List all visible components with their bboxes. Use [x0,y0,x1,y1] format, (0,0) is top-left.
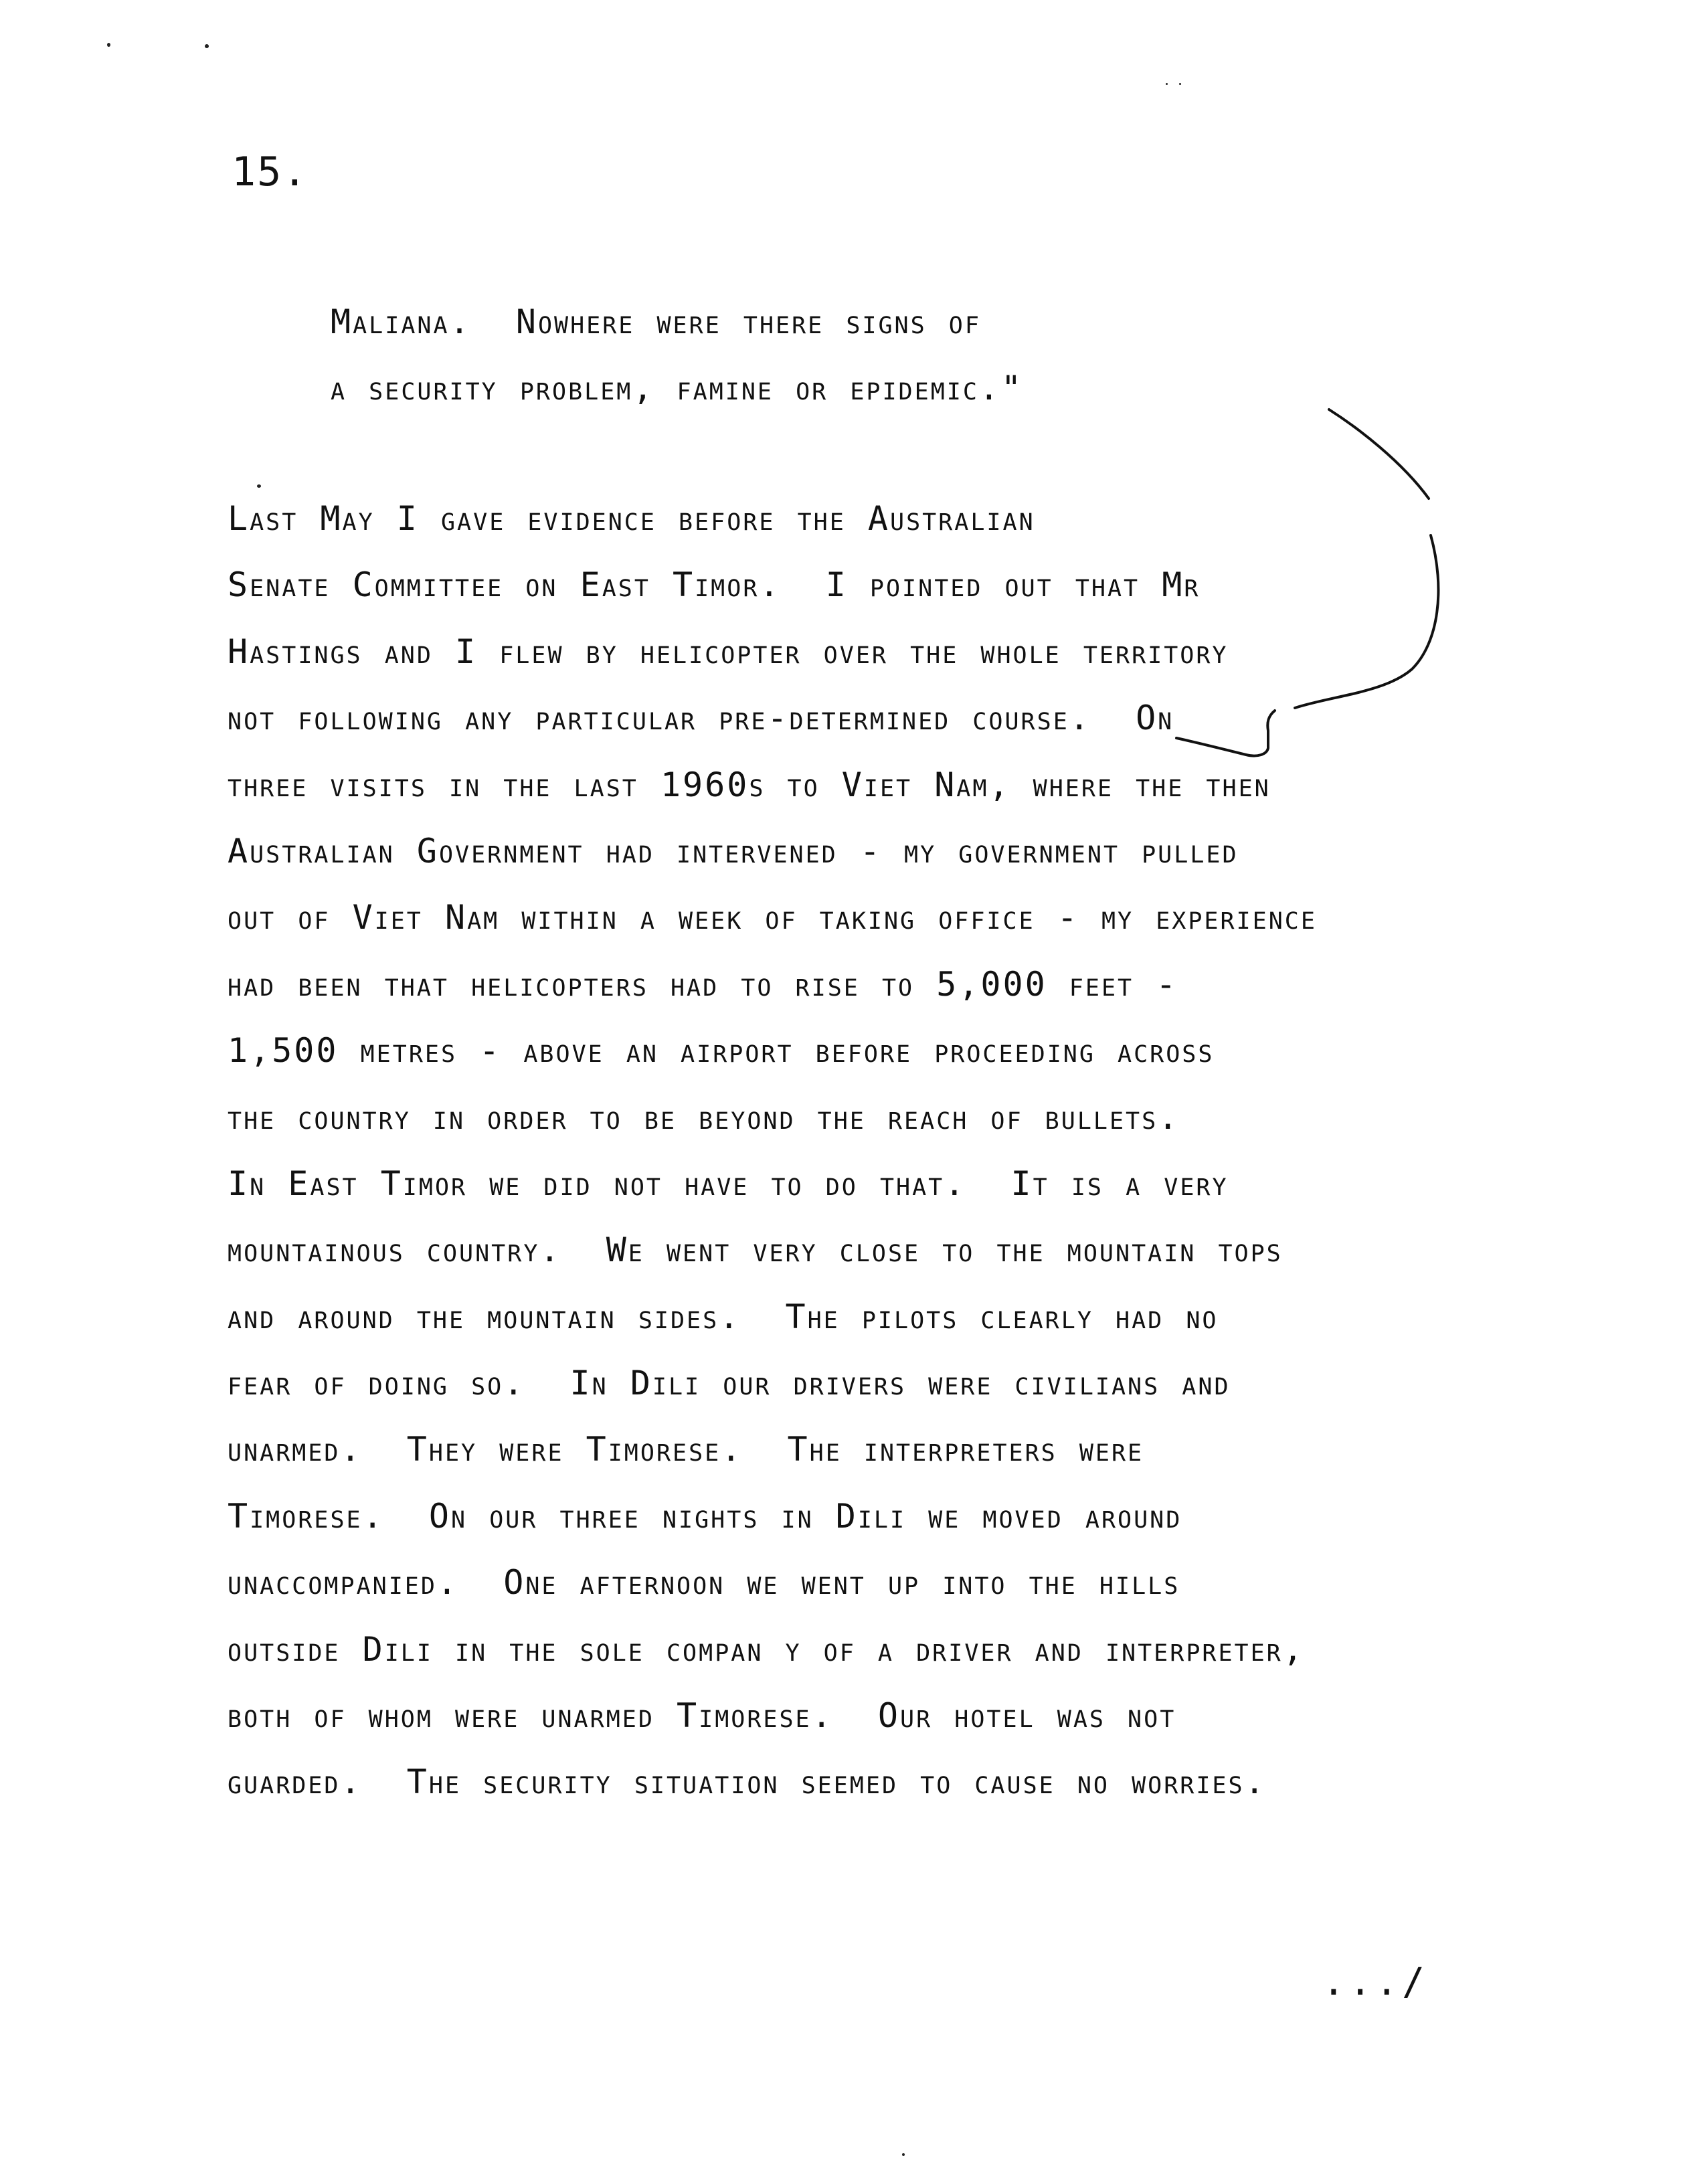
paragraph-line: Timorese. On our three nights in Dili we moved around [228,1496,1182,1536]
quote-line: a security problem, famine or epidemic." [331,369,1024,408]
paragraph-line: and around the mountain sides. The pilots clearly had no [228,1297,1219,1336]
quote-continuation [331,289,1023,422]
paragraph-line: unaccompanied. One afternoon we went up into the hills [228,1563,1180,1603]
paragraph-line: guarded. The security situation seemed to cause no worries. [228,1762,1267,1802]
paragraph-line: had been that helicopters had to rise to 5,000 feet - [228,964,1178,1004]
paragraph-line: unarmed. They were Timorese. The interpreters were [228,1430,1144,1469]
scan-speck [1179,83,1181,85]
paragraph-line: both of whom were unarmed Timorese. Our hotel was not [228,1696,1176,1736]
scan-speck [902,2153,905,2156]
paragraph-line: mountainous country. We went very close to the mountain tops [228,1231,1283,1270]
scan-speck [205,44,209,48]
paragraph-line: out of Viet Nam within a week of taking office - my experience [228,898,1317,937]
scan-speck [107,43,110,47]
annotation-diagonal-stroke [1329,410,1429,498]
scan-speck [257,484,261,488]
paragraph-line: the country in order to be beyond the reach of bullets. [228,1097,1180,1137]
paragraph-line: three visits in the last 1960s to Viet Nam, where the then [228,765,1271,804]
scan-speck [1166,83,1168,85]
continuation-mark: .../ [1322,1961,1429,2004]
paragraph-line: outside Dili in the sole compan y of a driver and interpreter, [228,1629,1305,1669]
body-paragraph [228,486,1317,1816]
paragraph-line: Australian Government had intervened - my government pulled [228,831,1239,871]
quote-line: Maliana. Nowhere were there signs of [331,302,981,341]
paragraph-line: not following any particular pre-determined course. On [228,699,1174,738]
page-number: 15. [232,149,308,195]
paragraph-line: Hastings and I flew by helicopter over the whole territory [228,632,1229,671]
paragraph-line: 1,500 metres - above an airport before proceeding across [228,1031,1215,1071]
paragraph-line: fear of doing so. In Dili our drivers were civilians and [228,1364,1231,1403]
paragraph-line: Last May I gave evidence before the Australian [228,499,1035,538]
paragraph-line: Senate Committee on East Timor. I pointed out that Mr [228,565,1201,605]
paragraph-line: In East Timor we did not have to do that. It is a very [228,1164,1229,1203]
